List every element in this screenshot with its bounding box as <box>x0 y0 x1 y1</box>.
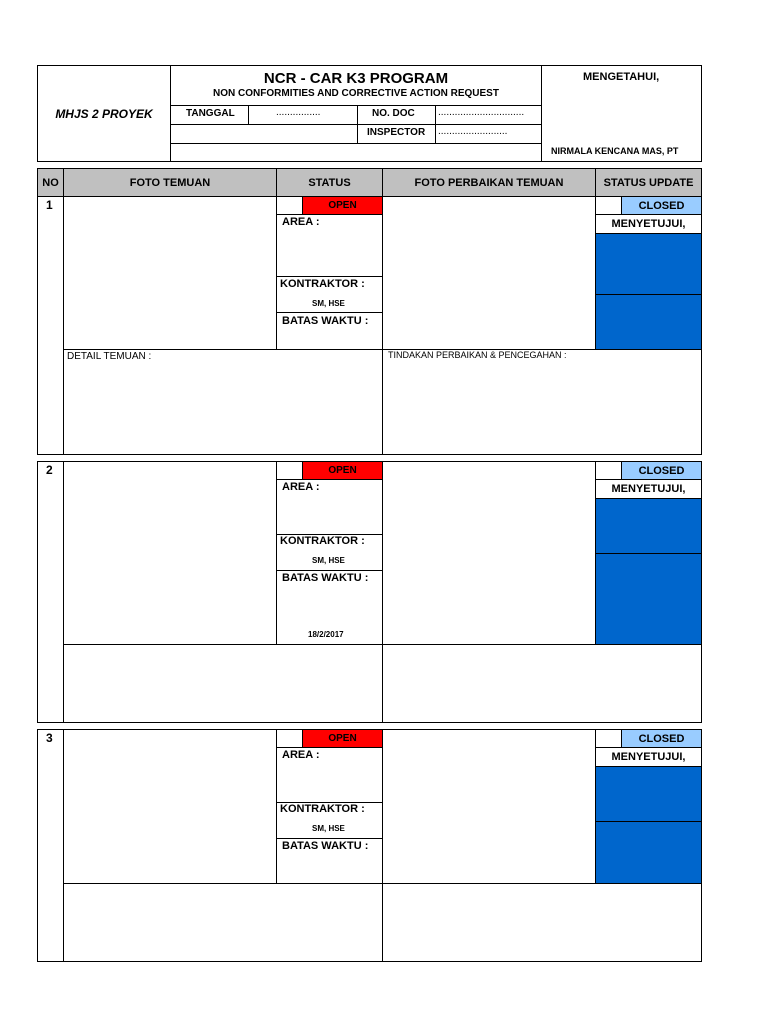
entry-2-foto-temuan[interactable] <box>63 461 277 645</box>
entry-1-update-check[interactable] <box>595 196 622 215</box>
header-line-3 <box>170 143 542 144</box>
entry-3-foto-perbaikan[interactable] <box>382 729 596 884</box>
col-status: STATUS <box>276 168 383 197</box>
entry-3-status-check[interactable] <box>276 729 303 748</box>
entry-2-foto-perbaikan[interactable] <box>382 461 596 645</box>
entry-1-detail-label: DETAIL TEMUAN : <box>67 351 152 362</box>
entry-1-tindakan[interactable] <box>382 349 702 455</box>
tanggal-value[interactable]: ................ <box>276 107 321 118</box>
entry-1-number: 1 <box>46 198 53 212</box>
header-vline-b <box>357 105 358 143</box>
col-foto-perbaikan: FOTO PERBAIKAN TEMUAN <box>382 168 596 197</box>
header-line-1 <box>170 105 542 106</box>
entry-2-open-badge: OPEN <box>302 461 383 480</box>
entry-1-status-check[interactable] <box>276 196 303 215</box>
entry-1-menyetujui: MENYETUJUI, <box>595 214 702 234</box>
company-name: NIRMALA KENCANA MAS, PT <box>551 146 679 156</box>
entry-3-closed-badge: CLOSED <box>621 729 702 748</box>
entry-1-foto-temuan[interactable] <box>63 196 277 350</box>
entry-2-kontraktor-label: KONTRAKTOR : <box>280 535 365 547</box>
entry-3-number: 3 <box>46 731 53 745</box>
entry-3-approval-top[interactable] <box>595 766 702 822</box>
form-title: NCR - CAR K3 PROGRAM <box>263 69 449 87</box>
project-name: MHJS 2 PROYEK <box>55 106 153 121</box>
tanggal-label: TANGGAL <box>186 108 235 119</box>
col-status-update: STATUS UPDATE <box>595 168 702 197</box>
entry-3-batas-label: BATAS WAKTU : <box>282 840 369 852</box>
col-foto-temuan: FOTO TEMUAN <box>63 168 277 197</box>
entry-2-area-label: AREA : <box>282 481 320 493</box>
inspector-label: INSPECTOR <box>367 127 426 138</box>
mengetahui-label: MENGETAHUI, <box>583 71 660 83</box>
entry-1-approval-top[interactable] <box>595 233 702 295</box>
entry-3-kontraktor-label: KONTRAKTOR : <box>280 803 365 815</box>
entry-2-approval-bottom[interactable] <box>595 553 702 645</box>
nodoc-value[interactable]: ............................... <box>438 107 525 118</box>
entry-3-area-label: AREA : <box>282 749 320 761</box>
entry-1-sm-hse: SM, HSE <box>312 299 345 308</box>
entry-2-closed-badge: CLOSED <box>621 461 702 480</box>
entry-1-tindakan-label: TINDAKAN PERBAIKAN & PENCEGAHAN : <box>388 350 567 360</box>
entry-3-detail-temuan[interactable] <box>63 883 383 962</box>
entry-1-open-badge: OPEN <box>302 196 383 215</box>
entry-1-kontraktor-label: KONTRAKTOR : <box>280 278 365 290</box>
entry-1-closed-badge: CLOSED <box>621 196 702 215</box>
entry-3-approval-bottom[interactable] <box>595 821 702 884</box>
header-vline-a <box>248 105 249 124</box>
entry-2-approval-top[interactable] <box>595 498 702 554</box>
entry-3-menyetujui: MENYETUJUI, <box>595 747 702 767</box>
entry-2-number: 2 <box>46 463 53 477</box>
header-divider-right <box>541 65 542 162</box>
entry-3-update-check[interactable] <box>595 729 622 748</box>
inspector-value[interactable]: ......................... <box>438 126 508 137</box>
entry-2-tindakan[interactable] <box>382 644 702 723</box>
entry-3-tindakan[interactable] <box>382 883 702 962</box>
nodoc-label: NO. DOC <box>372 108 415 119</box>
entry-1-detail-temuan[interactable] <box>63 349 383 455</box>
entry-3-foto-temuan[interactable] <box>63 729 277 884</box>
entry-1-foto-perbaikan[interactable] <box>382 196 596 350</box>
entry-2-update-check[interactable] <box>595 461 622 480</box>
entry-2-date: 18/2/2017 <box>308 630 344 639</box>
entry-2-sm-hse: SM, HSE <box>312 556 345 565</box>
entry-2-detail-temuan[interactable] <box>63 644 383 723</box>
form-subtitle: NON CONFORMITIES AND CORRECTIVE ACTION REQUEST <box>213 87 499 99</box>
entry-2-menyetujui: MENYETUJUI, <box>595 479 702 499</box>
entry-1-batas-label: BATAS WAKTU : <box>282 315 369 327</box>
header-vline-c <box>435 105 436 143</box>
entry-2-batas-label: BATAS WAKTU : <box>282 572 369 584</box>
entry-1-area-label: AREA : <box>282 216 320 228</box>
entry-3-open-badge: OPEN <box>302 729 383 748</box>
col-no: NO <box>37 168 64 197</box>
entry-3-sm-hse: SM, HSE <box>312 824 345 833</box>
entry-1-approval-bottom[interactable] <box>595 294 702 350</box>
header-line-2 <box>170 124 542 125</box>
entry-2-status-check[interactable] <box>276 461 303 480</box>
